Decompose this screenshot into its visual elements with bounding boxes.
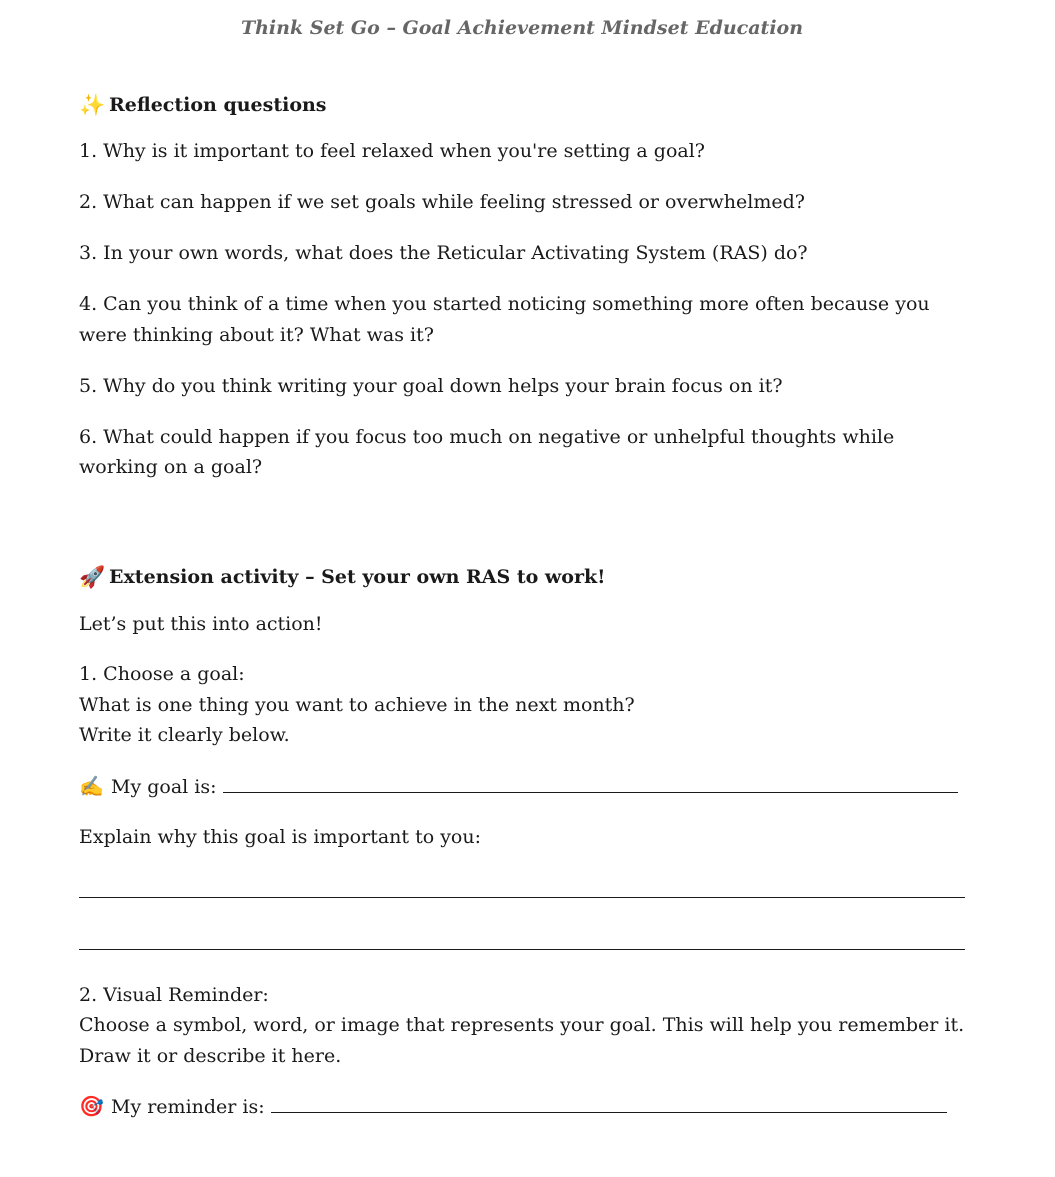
step2-title: 2. Visual Reminder: (79, 983, 269, 1006)
extension-heading (79, 559, 969, 597)
reflection-question: 4. Can you think of a time when you started noticing something more often because you were thinking about it? What was it? (79, 293, 930, 346)
step1-line1: What is one thing you want to achieve in the next month? (79, 693, 635, 716)
rocket-icon: 🚀 (79, 565, 106, 590)
reflection-question: 6. What could happen if you focus too much on negative or unhelpful thoughts while working on a goal? (79, 425, 895, 478)
extension-heading-text: Extension activity – Set your own RAS to work! (109, 566, 606, 589)
page-header: Think Set Go – Goal Achievement Mindset Education (240, 17, 804, 39)
explain-label: Explain why this goal is important to you: (79, 826, 482, 848)
step-visual-reminder (79, 980, 969, 1072)
step2-line2: Draw it or describe it here. (79, 1044, 342, 1067)
extension-intro: Let’s put this into action! (79, 612, 323, 635)
sparkles-icon: ✨ (79, 92, 106, 117)
reflection-question: 5. Why do you think writing your goal down helps your brain focus on it? (79, 374, 783, 397)
document-body (79, 86, 969, 1123)
reflection-heading-text: Reflection questions (109, 93, 327, 116)
reflection-question: 1. Why is it important to feel relaxed when you're setting a goal? (79, 140, 705, 162)
reflection-question: 3. In your own words, what does the Reticular Activating System (RAS) do? (79, 242, 808, 264)
step1-line2: Write it clearly below. (79, 724, 290, 746)
reminder-answer-blank[interactable] (271, 1111, 947, 1113)
reflection-question: 2. What can happen if we set goals while feeling stressed or overwhelmed? (79, 191, 805, 213)
step1-title: 1. Choose a goal: (79, 663, 245, 685)
goal-line-label: My goal is: (111, 775, 217, 798)
step-choose-goal (79, 659, 969, 751)
goal-line (79, 771, 969, 803)
writing-hand-icon: ✍️ (79, 773, 104, 798)
target-icon: 🎯 (79, 1094, 104, 1118)
step2-line1: Choose a symbol, word, or image that represents your goal. This will help you remember it. (79, 1014, 965, 1036)
reminder-line (79, 1091, 969, 1123)
reflection-questions-list (79, 136, 969, 483)
goal-answer-blank[interactable] (223, 791, 958, 793)
reflection-heading (79, 86, 969, 124)
reminder-line-label: My reminder is: (111, 1096, 265, 1118)
